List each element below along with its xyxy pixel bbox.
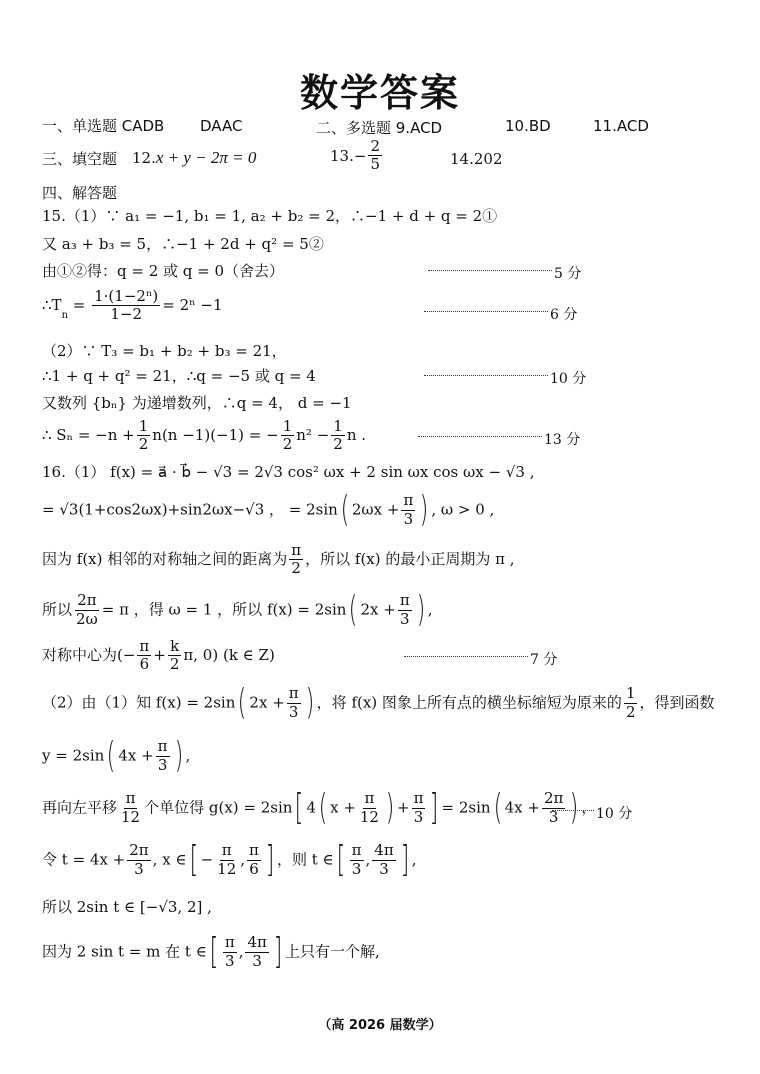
q16-score-7: 7 分 [404,649,557,669]
multi-choice-label: 二、多选题 9.ACD [316,119,443,137]
page-footer: （高 2026 届数学） [318,1018,442,1033]
q13-fraction: $\frac{2}{5}$ [370,137,380,174]
q16-line-2: = √3(1+cos2ωx)+sin2ωx−√3 ， = 2sin( 2ωx + $\frac{\pi}{3}$ ) , ω > 0 , [42,489,495,530]
q15-sum-fraction: $\frac{\text{1·(1−2ⁿ)}}{1-2}$ [94,287,159,324]
fill-blank-q14: 14.202 [450,150,503,168]
q12-answer: x + y − 2π = 0 [155,148,257,167]
q16-line-10: 所以 2sin t ∈ [−√3, 2] , [42,898,212,916]
single-choice-label: 一、单选题 CADB [42,117,165,135]
fill-blank-q13: 13.− $\frac{2}{5}$ [330,137,380,174]
q15-score-10: 10 分 [424,368,586,388]
page-title: 数学答案 [299,71,460,115]
q15-score-6: 6 分 [424,304,577,324]
q16-line-9: 令 t = 4x + $\frac{2\pi}{3}$ , x ∈[ − $\frac{\pi}{12}$ , $\frac{\pi}{6}$ ] ，则 t ∈[ $\frac{\pi}{3}$ , $\frac{4\pi}{3}$ ] , [42,839,417,880]
q16-line-3: 因为 f(x) 相邻的对称轴之间的距离为 $\frac{\pi}{2}$ ，所以 f(x) 的最小正周期为 π , [42,541,515,578]
q15-line-6: ∴1 + q + q² = 21，∴q = −5 或 q = 4 [42,367,316,385]
fill-blank-label: 三、填空题 [42,150,118,168]
multi-choice-q11: 11.ACD [593,117,649,135]
q15-line-8: ∴ Sₙ = −n + $\frac{1}{2}$ n(n −1)(−1) = − $\frac{1}{2}$ n² − $\frac{1}{2}$ n . [42,417,367,454]
q15-line-1: 15.（1）∵ a₁ = −1, b₁ = 1, a₂ + b₂ = 2，∴−1 + d + q = 2① [42,207,498,225]
single-choice-answers [42,117,164,137]
single-choice-answers-2: DAAC [200,117,243,135]
q13-number: 13. [330,146,354,165]
q12-number: 12. [132,149,156,167]
q15-line-5: （2）∵ T₃ = b₁ + b₂ + b₃ = 21， [42,342,287,360]
q16-line-4: 所以 $\frac{2\pi}{2\omega}$ = π ，得 ω = 1 ，所以 f(x) = 2sin( 2x + $\frac{\pi}{3}$ ) , [42,589,433,630]
q16-line-5: 对称中心为(− $\frac{\pi}{6}$ + $\frac{k}{2}$ π, 0) (k ∈ Z) [42,637,275,674]
q16-line-8: 再向左平移 $\frac{\pi}{12}$ 个单位得 g(x) = 2sin[ 4( x + $\frac{\pi}{12}$ ) + $\frac{\pi}{3}$ ] = 2sin( 4x + $\frac{2\pi}{3}$ ) ， [42,787,597,828]
q16-line-7: y = 2sin( 4x + $\frac{\pi}{3}$ ) , [42,735,191,776]
solutions-label: 四、解答题 [42,184,118,202]
q15-line-2: 又 a₃ + b₃ = 5，∴−1 + 2d + q² = 5② [42,235,324,253]
q16-line-1: 16.（1） f(x) = a⃗ · b⃗ − √3 = 2√3 cos² ωx + 2 sin ωx cos ωx − √3 , [42,463,535,481]
q15-line-7: 又数列 {bₙ} 为递增数列，∴q = 4， d = −1 [42,394,352,412]
q15-line-4: $\therefore T_n$ = $\frac{\text{1·(1−2ⁿ)}}{1-2}$ = 2ⁿ −1 [42,287,223,324]
multi-choice-q10: 10.BD [505,117,551,135]
q16-score-10: 10 分 [552,803,632,823]
q16-line-11: 因为 2 sin t = m 在 t ∈[ $\frac{\pi}{3}$ , $\frac{4\pi}{3}$ ] 上只有一个解, [42,931,380,972]
q15-score-5: 5 分 [428,263,581,283]
q16-line-6: （2）由（1）知 f(x) = 2sin( 2x + $\frac{\pi}{3}$ ) ，将 f(x) 图象上所有点的横坐标缩短为原来的 $\frac{1}{2}$ ，得到函数 [42,682,715,723]
fill-blank-q12 [132,148,256,168]
q15-score-13: 13 分 [418,429,580,449]
q15-line-3: 由①②得：q = 2 或 q = 0（舍去） [42,262,285,280]
